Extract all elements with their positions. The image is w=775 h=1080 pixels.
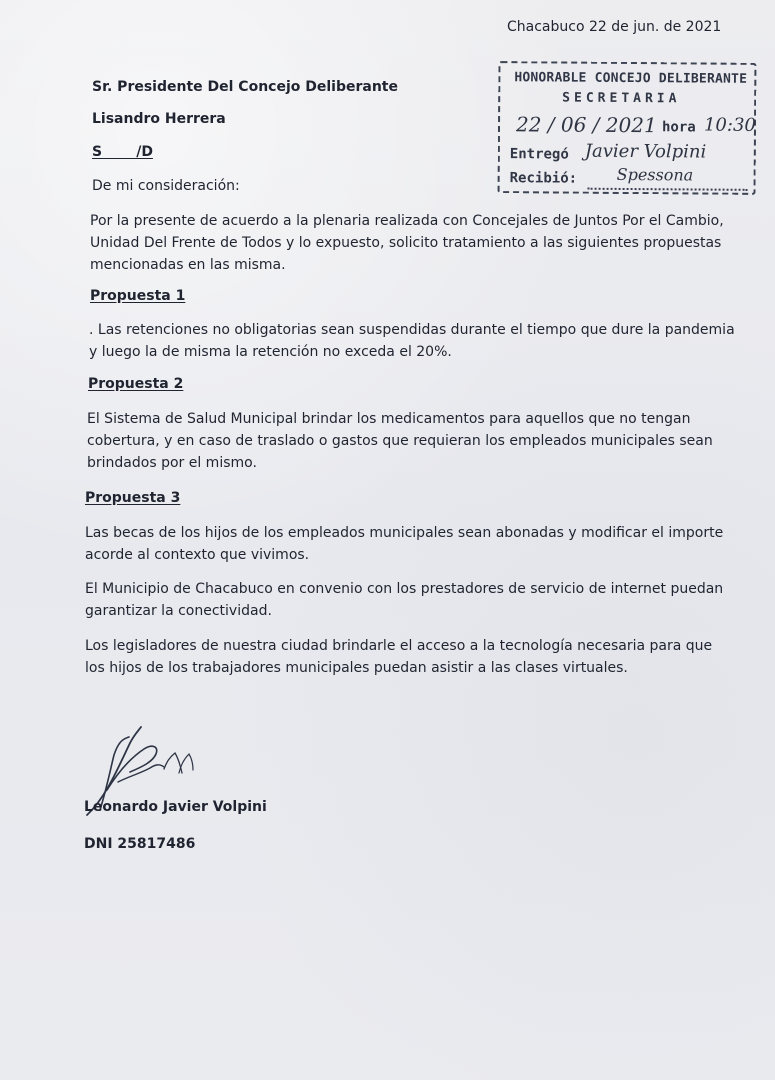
proposal-2-heading: Propuesta 2 <box>88 376 184 392</box>
stamp-hour-value: 10:30 <box>703 114 756 136</box>
stamp-hour-label: hora <box>661 119 696 136</box>
stamp-delivered-label: Entregó <box>509 146 569 163</box>
stamp-received-value: Spessona <box>616 164 694 185</box>
recipient-line-1: Sr. Presidente Del Concejo Deliberante <box>92 79 398 95</box>
stamp-title: HONORABLE CONCEJO DELIBERANTE <box>514 70 748 87</box>
greeting: De mi consideración: <box>92 178 240 194</box>
intro-paragraph: Por la presente de acuerdo a la plenaria realizada con Concejales de Juntos Por el Cambio, Unidad Del Frente de Todos y lo expuesto, solicito tratamiento a las siguientes propuestas mencionadas en las misma. <box>90 213 724 273</box>
recipient-line-3: S /D <box>92 144 153 160</box>
proposal-2-text: El Sistema de Salud Municipal brindar los medicamentos para aquellos que no tengan cobertura, y en caso de traslado o gastos que requieran los empleados municipales sean brindados por el mismo. <box>87 411 713 471</box>
signer-name: Leonardo Javier Volpini <box>84 799 267 815</box>
proposal-3-text-1: Las becas de los hijos de los empleados municipales sean abonadas y modificar el importe acorde al contexto que vivimos. <box>85 525 724 563</box>
proposal-1-text: . Las retenciones no obligatorias sean suspendidas durante el tiempo que dure la pandemia y luego la de misma la retención no exceda el 20%. <box>89 322 735 360</box>
signature-mark <box>72 715 212 835</box>
proposal-1-heading: Propuesta 1 <box>90 288 186 304</box>
proposal-3-text-3: Los legisladores de nuestra ciudad brindarle el acceso a la tecnología necesaria para que los hijos de los trabajadores municipales puedan asistir a las clases virtuales. <box>85 638 713 676</box>
signer-id: DNI 25817486 <box>84 836 196 852</box>
date-line: Chacabuco 22 de jun. de 2021 <box>507 19 722 35</box>
stamp-received-dotted-line <box>588 188 748 192</box>
proposal-3-text-2: El Municipio de Chacabuco en convenio con los prestadores de servicio de internet puedan garantizar la conectividad. <box>85 581 724 619</box>
proposal-3-heading: Propuesta 3 <box>85 490 181 506</box>
received-stamp <box>498 61 757 195</box>
stamp-received-label: Recibió: <box>509 170 578 187</box>
stamp-delivered-value: Javier Volpini <box>584 140 707 163</box>
stamp-date-value: 22 / 06 / 2021 <box>515 112 657 138</box>
recipient-line-2: Lisandro Herrera <box>92 111 226 127</box>
stamp-subtitle: SECRETARIA <box>562 90 681 107</box>
